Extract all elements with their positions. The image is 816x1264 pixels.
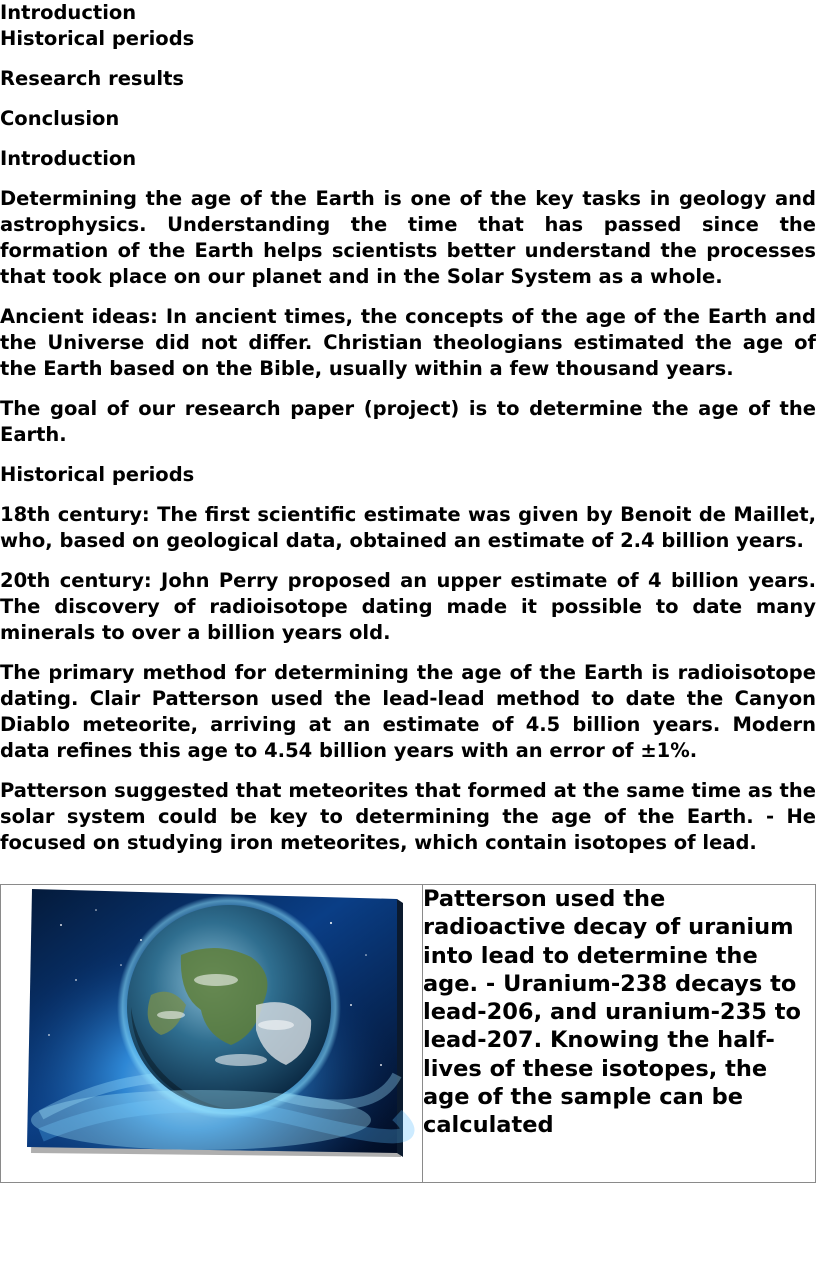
image-cell: [1, 885, 423, 1183]
paragraph-20th-century: 20th century: John Perry proposed an upper estimate of 4 billion years. The discovery of radioisotope dating made it possible to date many minerals to over a billion years old.: [0, 569, 816, 644]
paragraph-18th-century: 18th century: The first scientific estimate was given by Benoit de Maillet, who, based on geological data, obtained an estimate of 2.4 billion years.: [0, 503, 816, 552]
earth-in-space-illustration: [1, 885, 422, 1182]
paragraph-ancient-ideas: Ancient ideas: In ancient times, the concepts of the age of the Earth and the Universe did not differ. Christian theologians estimated the age of the Earth based on the Bible, usually within a few thousand years.: [0, 305, 816, 380]
side-text-cell: [423, 885, 816, 1183]
image-text-table: [0, 884, 816, 1183]
introduction-heading: Introduction: [0, 147, 137, 170]
toc-item-conclusion: Conclusion: [0, 107, 120, 130]
paragraph-age-determination: Determining the age of the Earth is one of the key tasks in geology and astrophysics. Understanding the time that has passed since the formation of the Earth helps scientists better understand the processes that took place on our planet and in the Solar System as a whole.: [0, 187, 816, 288]
historical-periods-heading: Historical periods: [0, 463, 195, 486]
toc-item-research-results: Research results: [0, 67, 185, 90]
toc-item-historical-periods: Historical periods: [0, 27, 195, 50]
paragraph-patterson-meteorites: Patterson suggested that meteorites that formed at the same time as the solar system could be key to determining the age of the Earth. - He focused on studying iron meteorites, which contain isotopes of lead.: [0, 779, 816, 854]
earth-canvas-image: [1, 885, 422, 1182]
paragraph-radioisotope-dating: The primary method for determining the age of the Earth is radioisotope dating. Clair Patterson used the lead-lead method to date the Canyon Diablo meteorite, arriving at an estimate of 4.5 billion years. Modern data refines this age to 4.54 billion years with an error of ±1%.: [0, 661, 816, 762]
uranium-lead-decay-text: Patterson used the radioactive decay of uranium into lead to determine the age. - Uranium-238 decays to lead-206, and uranium-235 to lead-207. Knowing the half-lives of these isotopes, the age of the sample can be calculated: [423, 886, 801, 1139]
paragraph-research-goal: The goal of our research paper (project) is to determine the age of the Earth.: [0, 397, 816, 446]
toc-item-introduction: Introduction: [0, 1, 137, 24]
